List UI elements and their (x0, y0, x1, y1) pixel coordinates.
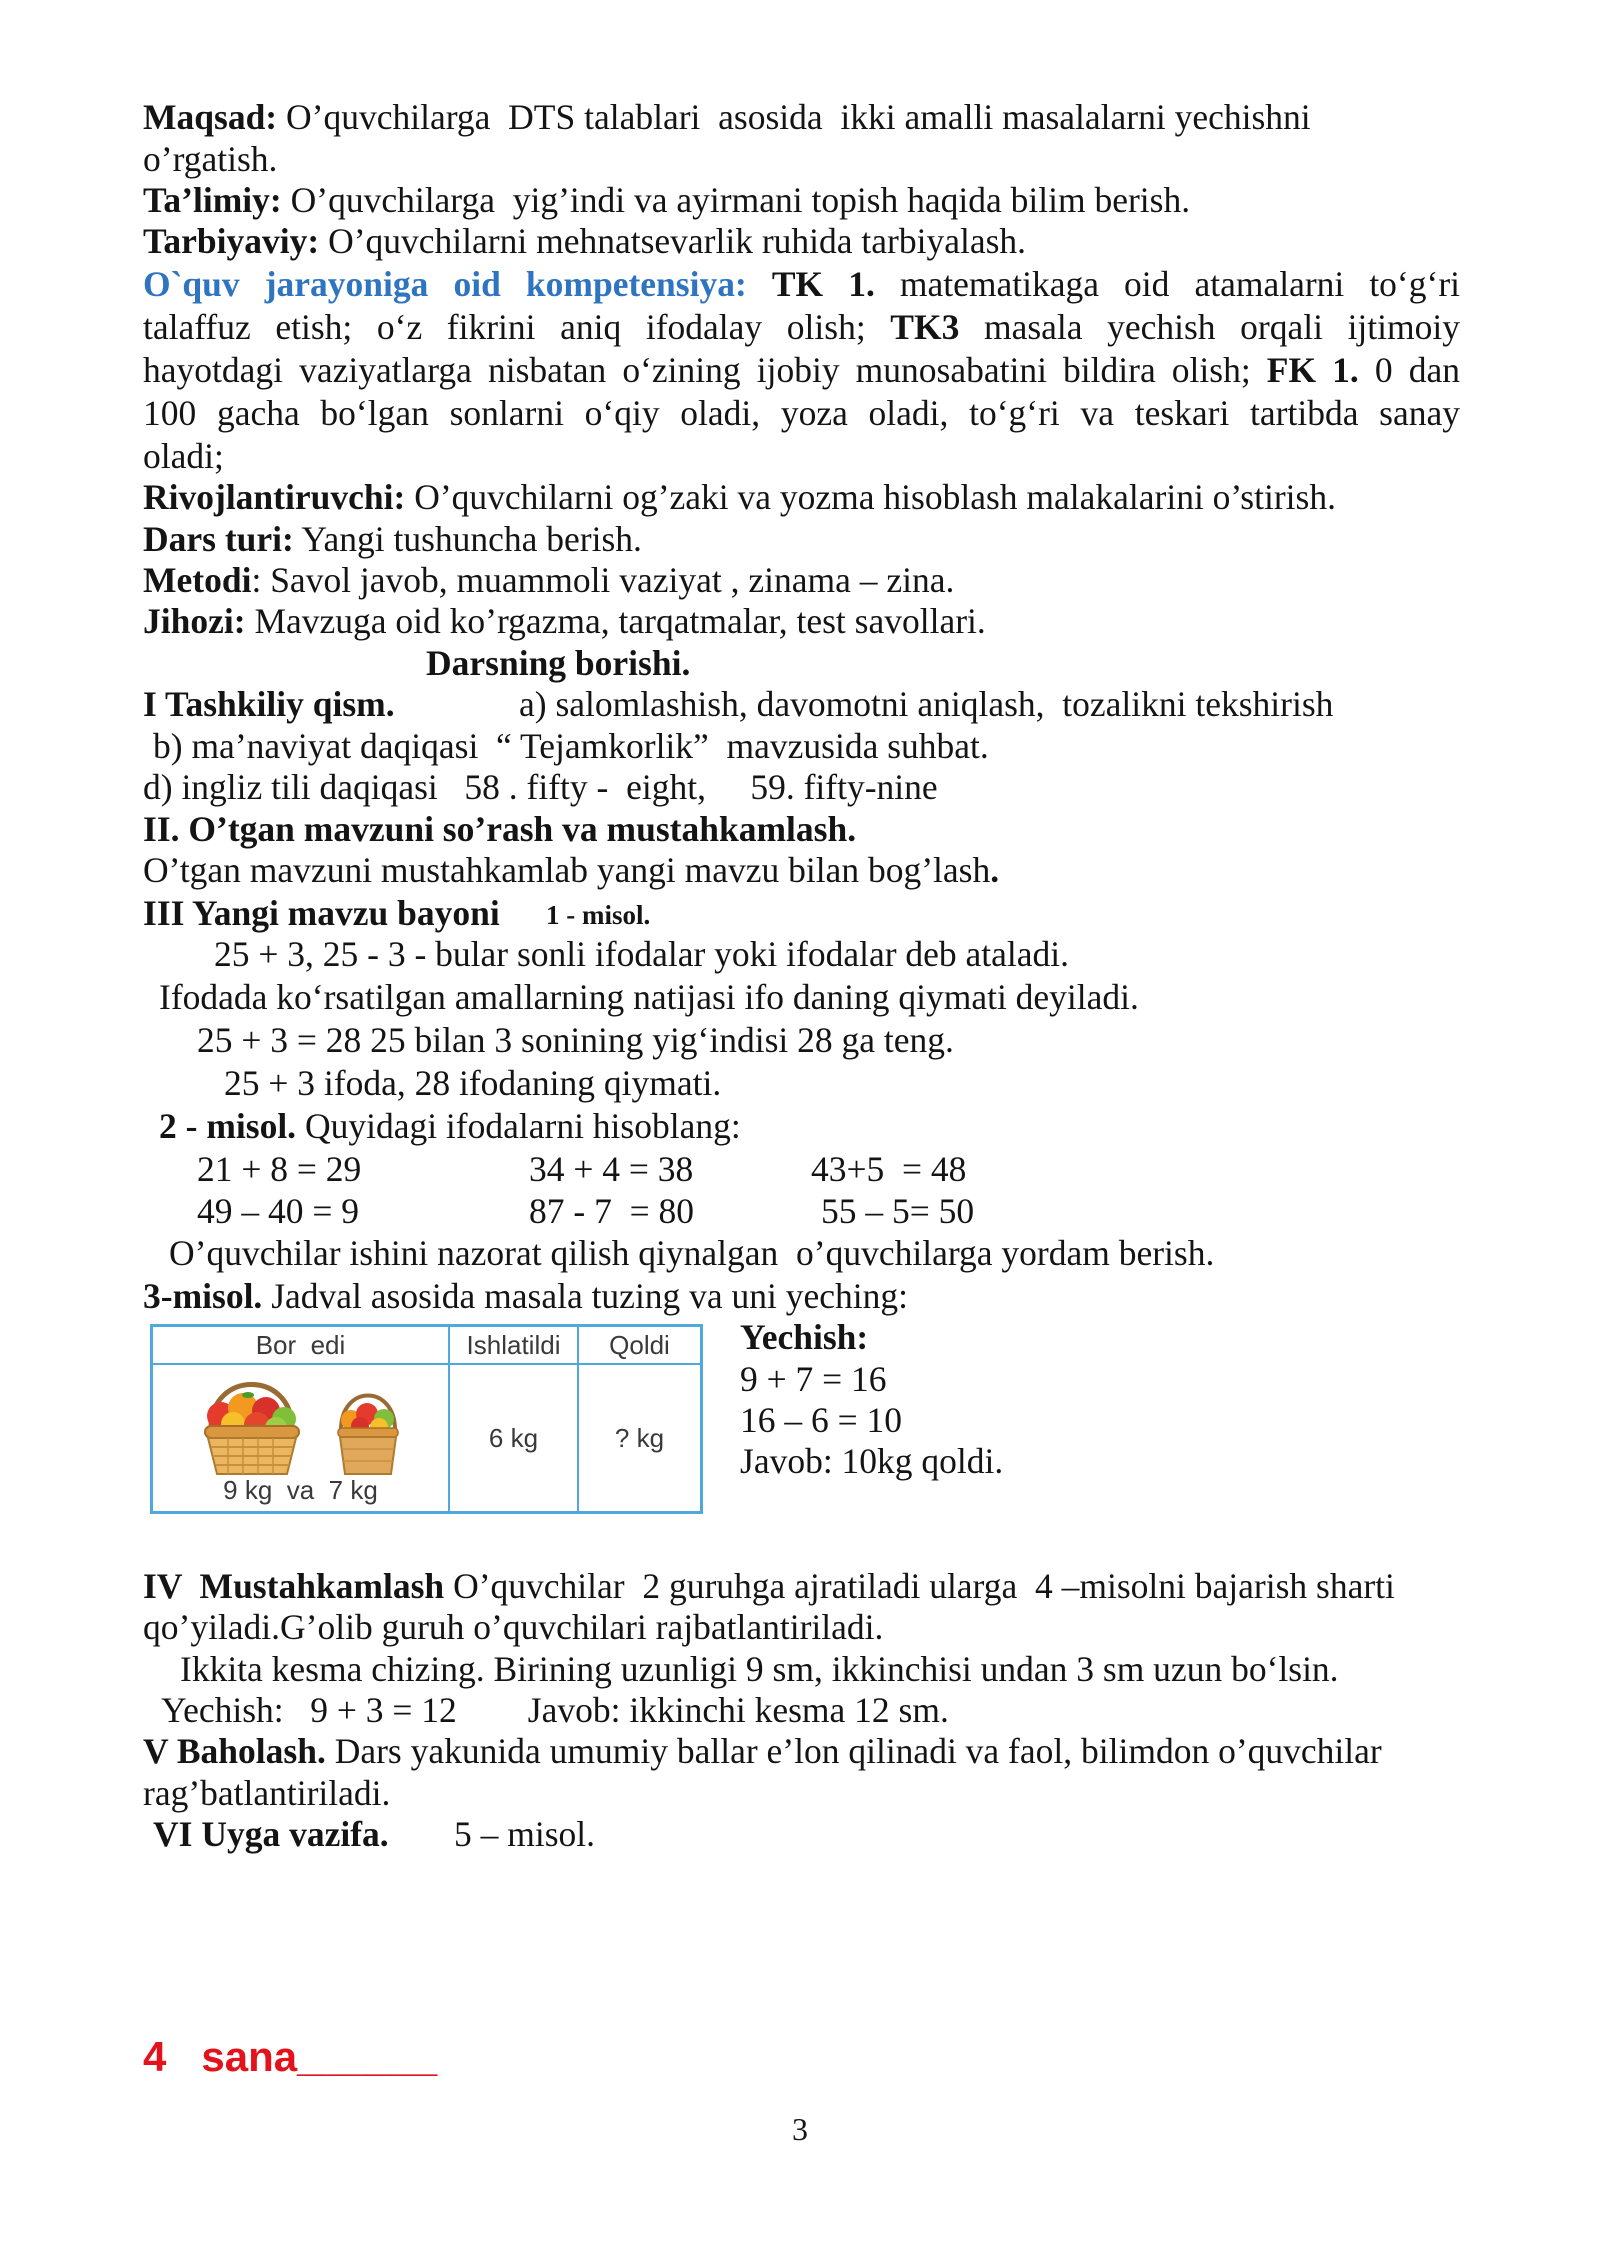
solution-label: Yechish: (740, 1317, 869, 1357)
date-label: 4 sana______ (143, 2033, 438, 2080)
part4-line (143, 1565, 1395, 1607)
problem-table (150, 1324, 703, 1514)
equation: 49 – 40 = 9 (197, 1191, 360, 1231)
example2-label: 2 - misol. (159, 1106, 297, 1146)
competency-label: O`quv jarayoniga oid kompetensiya: (143, 264, 747, 304)
part4-title: IV Mustahkamlash (143, 1566, 445, 1606)
part6-title: VI Uyga vazifa. (153, 1814, 389, 1854)
part3-title: III Yangi mavzu bayoni (143, 893, 500, 933)
competency-text-3a: hayotdagi vaziyatlarga nisbatan o‘zining ijobiy munosabatini bildira olish; (143, 350, 1251, 390)
jihozi-label: Jihozi: (143, 601, 246, 641)
part4-solution: Yechish: 9 + 3 = 12 Javob: ikkinchi kesma 12 sm. (161, 1690, 949, 1730)
table-cell-baskets (153, 1365, 450, 1511)
part2-title: II. O’tgan mavzuni so’rash va mustahkamlash. (143, 809, 857, 849)
dars-turi-line (143, 518, 642, 560)
page-number: 3 (792, 2111, 808, 2147)
example1-line: Ifodada ko‘rsatilgan amallarning natijasi ifo daning qiymati deyiladi. (159, 977, 1139, 1017)
example1-line: 25 + 3, 25 - 3 - bular sonli ifodalar yoki ifodalar deb ataladi. (214, 934, 1070, 974)
part4-task: Ikkita kesma chizing. Birining uzunligi 9 sm, ikkinchisi undan 3 sm uzun bo‘lsin. (180, 1649, 1339, 1689)
part1-title: I Tashkiliy qism. (143, 684, 395, 724)
fruit-baskets-image (153, 1368, 445, 1480)
maqsad-text-continued: o’rgatish. (143, 139, 278, 179)
competency-line-3 (143, 349, 1460, 391)
example1-label: 1 - misol. (546, 900, 651, 930)
part2-text: O’tgan mavzuni mustahkamlab yangi mavzu bilan bog’lash (143, 850, 991, 890)
example3-line (143, 1275, 908, 1317)
part5-text: Dars yakunida umumiy ballar e’lon qilinadi va faol, bilimdon o’quvchilar (325, 1731, 1382, 1771)
competency-text-4: 100 gacha bo‘lgan sonlarni o‘qiy oladi, yoza oladi, to‘g‘ri va teskari tartibda sanay (143, 393, 1460, 433)
lesson-heading: Darsning borishi. (426, 643, 691, 683)
tarbiyaviy-label: Tarbiyaviy: (143, 221, 320, 261)
part1-item-b: b) ma’naviyat daqiqasi “ Tejamkorlik” mavzusida suhbat. (153, 726, 989, 766)
jihozi-text: Mavzuga oid ko’rgazma, tarqatmalar, test savollari. (245, 601, 986, 641)
competency-line-2 (143, 306, 1460, 348)
equation: 87 - 7 = 80 (529, 1191, 694, 1231)
rivojlantiruvchi-text: O’quvchilarni og’zaki va yozma hisoblash malakalarini o’stirish. (405, 477, 1336, 517)
example2-line (159, 1105, 741, 1147)
table-header-had: Bor edi (153, 1327, 450, 1365)
large-basket-icon (205, 1385, 299, 1475)
equation: 43+5 = 48 (811, 1149, 967, 1189)
part1-item-a: a) salomlashish, davomotni aniqlash, tozalikni tekshirish (519, 684, 1334, 724)
part6-text: 5 – misol. (454, 1814, 596, 1854)
part5-text-continued: rag’batlantiriladi. (143, 1773, 391, 1813)
rivojlantiruvchi-label: Rivojlantiruvchi: (143, 477, 406, 517)
talimiy-label: Ta’limiy: (143, 180, 282, 220)
example1-line: 25 + 3 ifoda, 28 ifodaning qiymati. (224, 1063, 722, 1103)
maqsad-label: Maqsad: (143, 97, 278, 137)
table-cell-left: ? kg (614, 1422, 665, 1453)
part2-text-end: . (990, 850, 1000, 890)
talimiy-text: O’quvchilarga yig’indi va ayirmani topish haqida bilim berish. (281, 180, 1191, 220)
competency-text-2b: masala yechish orqali ijtimoiy (983, 307, 1460, 347)
maqsad-text: O’quvchilarga DTS talablari asosida ikki amalli masalalarni yechishni (277, 97, 1311, 137)
example2-note: O’quvchilar ishini nazorat qilish qiynalgan o’quvchilarga yordam berish. (169, 1233, 1215, 1273)
part5-line (143, 1730, 1382, 1772)
competency-line-5: oladi; (143, 436, 224, 476)
example2-text: Quyidagi ifodalarni hisoblang: (296, 1106, 741, 1146)
metodi-line (143, 559, 954, 601)
solution-line: 9 + 7 = 16 (740, 1359, 887, 1399)
part5-title: V Baholash. (143, 1731, 326, 1771)
table-header-left: Qoldi (579, 1327, 700, 1365)
tk1-label: TK 1. (771, 264, 875, 304)
jihozi-line (143, 600, 986, 642)
example3-text: Jadval asosida masala tuzing va uni yeching: (262, 1276, 909, 1316)
competency-text-1: matematikaga oid atamalarni to‘g‘ri (899, 264, 1460, 304)
solution-line: 16 – 6 = 10 (740, 1400, 903, 1440)
part2-text-line (143, 849, 999, 891)
equation: 34 + 4 = 38 (529, 1149, 694, 1189)
equation: 55 – 5= 50 (821, 1191, 975, 1231)
small-basket-icon (338, 1396, 398, 1475)
part4-text-continued: qo’yiladi.G’olib guruh o’quvchilari rajbatlantiriladi. (143, 1607, 884, 1647)
part1-item-d: d) ingliz tili daqiqasi 58 . fifty - eight, 59. fifty-nine (143, 767, 938, 807)
dars-turi-label: Dars turi: (143, 519, 294, 559)
tarbiyaviy-line (143, 220, 1026, 262)
rivojlantiruvchi-line (143, 476, 1336, 518)
tk3-label: TK3 (890, 307, 960, 347)
fk1-label: FK 1. (1266, 350, 1359, 390)
example1-line: 25 + 3 = 28 25 bilan 3 sonining yig‘indisi 28 ga teng. (197, 1020, 954, 1060)
part4-text: O’quvchilar 2 guruhga ajratiladi ularga 4 –misolni bajarish sharti (444, 1566, 1395, 1606)
dars-turi-text: Yangi tushuncha berish. (293, 519, 642, 559)
baskets-caption: 9 kg va 7 kg (223, 1475, 378, 1505)
competency-text-3b: 0 dan (1374, 350, 1460, 390)
metodi-label: Metodi (143, 560, 252, 600)
table-header-used: Ishlatildi (450, 1327, 579, 1365)
equation: 21 + 8 = 29 (197, 1149, 362, 1189)
metodi-text: : Savol javob, muammoli vaziyat , zinama – zina. (251, 560, 955, 600)
competency-line-4 (143, 392, 1460, 434)
solution-answer: Javob: 10kg qoldi. (740, 1441, 1004, 1481)
talimiy-line (143, 179, 1190, 221)
example3-label: 3-misol. (143, 1276, 263, 1316)
competency-line-1 (143, 263, 1460, 305)
competency-text-2a: talaffuz etish; o‘z fikrini aniq ifodalay olish; (143, 307, 866, 347)
table-cell-used: 6 kg (450, 1365, 579, 1511)
tarbiyaviy-text: O’quvchilarni mehnatsevarlik ruhida tarbiyalash. (319, 221, 1027, 261)
maqsad-line (143, 96, 1311, 138)
